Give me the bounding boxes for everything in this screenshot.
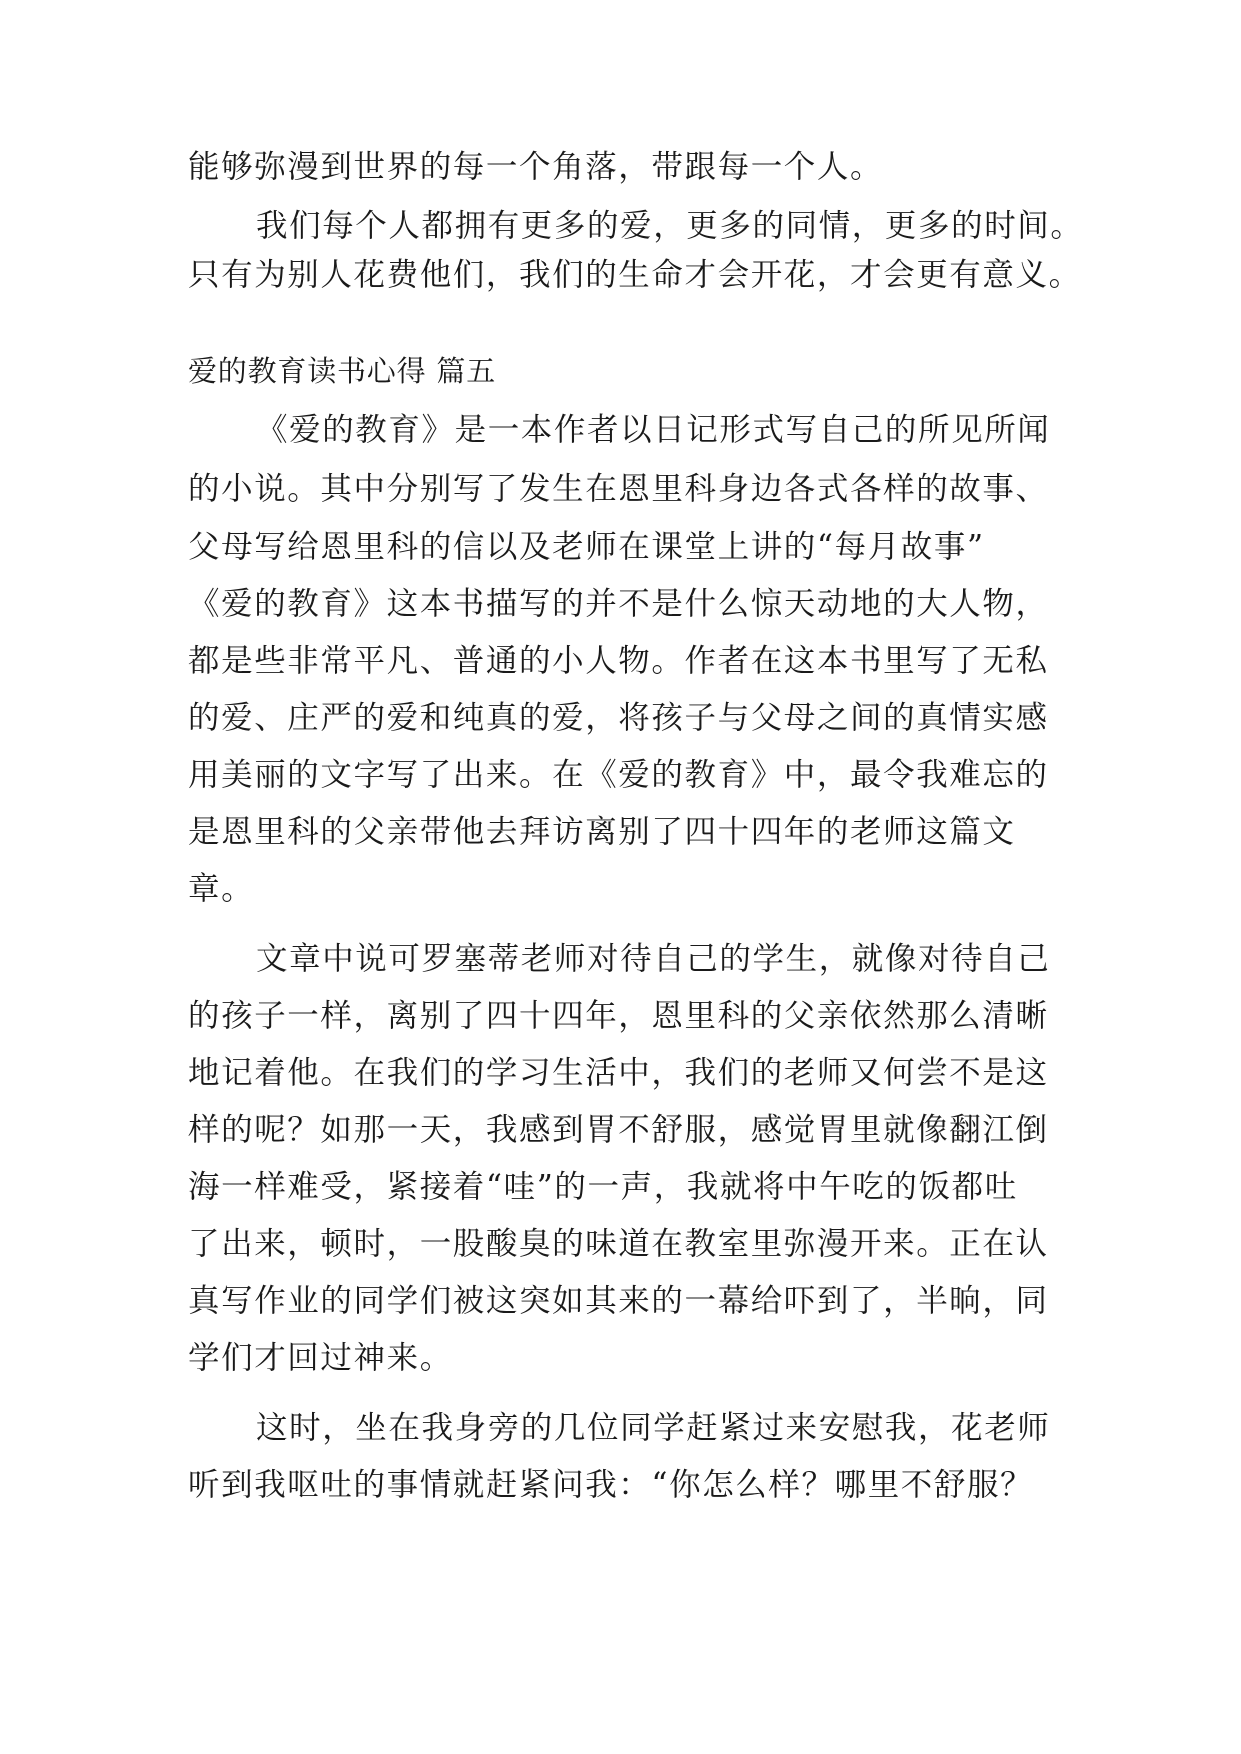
text-line: 的爱、庄严的爱和纯真的爱，将孩子与父母之间的真情实感 (188, 700, 1049, 736)
text-line: 真写作业的同学们被这突如其来的一幕给吓到了，半晌，同 (188, 1283, 1049, 1319)
text-line: 样的呢？如那一天，我感到胃不舒服，感觉胃里就像翻江倒 (188, 1112, 1049, 1148)
text-line: 父母写给恩里科的信以及老师在课堂上讲的“每月故事” (188, 529, 985, 565)
section-heading: 爱的教育读书心得 篇五 (188, 354, 497, 388)
text-line: 的孩子一样，离别了四十四年，恩里科的父亲依然那么清晰 (188, 998, 1049, 1034)
paragraph-start-line: 这时，坐在我身旁的几位同学赶紧过来安慰我，花老师 (256, 1410, 1051, 1446)
text-line: 只有为别人花费他们，我们的生命才会开花，才会更有意义。 (188, 257, 1082, 293)
text-line: 能够弥漫到世界的每一个角落，带跟每一个人。 (188, 149, 884, 185)
text-line: 是恩里科的父亲带他去拜访离别了四十四年的老师这篇文 (188, 814, 1016, 850)
text-line: 听到我呕吐的事情就赶紧问我：“你怎么样？哪里不舒服？ (188, 1467, 1034, 1503)
text-line: 都是些非常平凡、普通的小人物。作者在这本书里写了无私 (188, 643, 1049, 679)
text-line: 《爱的教育》这本书描写的并不是什么惊天动地的大人物， (188, 586, 1049, 622)
paragraph-start-line: 《爱的教育》是一本作者以日记形式写自己的所见所闻 (256, 412, 1051, 448)
text-line: 章。 (188, 871, 255, 907)
text-line: 学们才回过神来。 (188, 1340, 453, 1376)
text-line: 了出来，顿时，一股酸臭的味道在教室里弥漫开来。正在认 (188, 1226, 1049, 1262)
text-line: 海一样难受，紧接着“哇”的一声，我就将中午吃的饭都吐 (188, 1169, 1018, 1205)
paragraph-start-line: 文章中说可罗塞蒂老师对待自己的学生，就像对待自己 (256, 941, 1051, 977)
text-line: 用美丽的文字写了出来。在《爱的教育》中，最令我难忘的 (188, 757, 1049, 793)
paragraph-start-line: 我们每个人都拥有更多的爱，更多的同情，更多的时间。 (256, 208, 1084, 244)
text-line: 的小说。其中分别写了发生在恩里科身边各式各样的故事、 (188, 471, 1049, 507)
text-line: 地记着他。在我们的学习生活中，我们的老师又何尝不是这 (188, 1055, 1049, 1091)
